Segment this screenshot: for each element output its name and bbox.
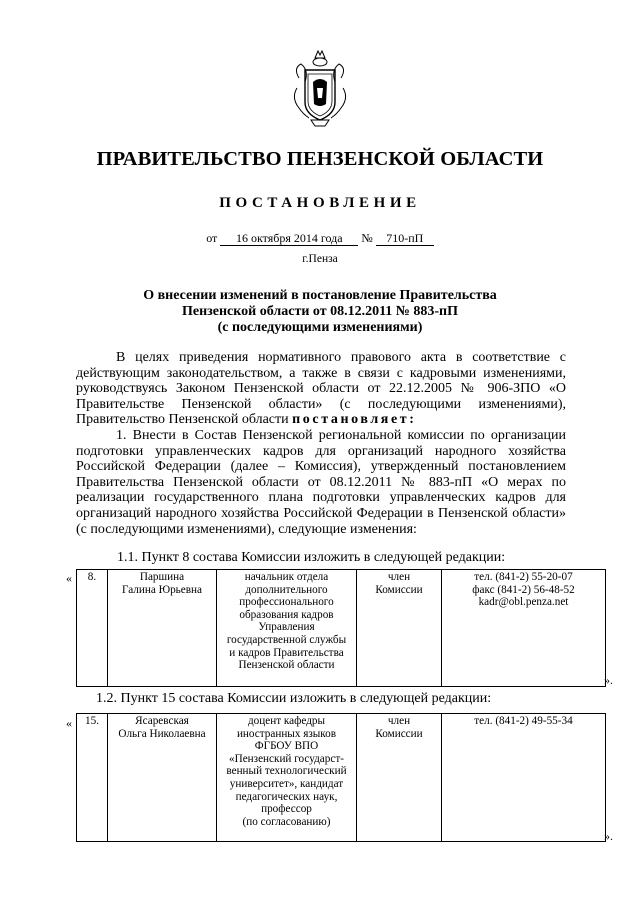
member-contacts: тел. (841-2) 49-55-34 bbox=[442, 714, 606, 842]
subclause-1-1: 1.1. Пункт 8 состава Комиссии изложить в следующей редакции: bbox=[117, 550, 506, 565]
row-number: 15. bbox=[77, 714, 108, 842]
table-row bbox=[77, 714, 606, 842]
number-sign: № bbox=[361, 231, 373, 245]
table-row bbox=[77, 570, 606, 687]
date-number-line bbox=[0, 231, 640, 246]
close-quote: ». bbox=[604, 673, 613, 687]
subclause-1-2: 1.2. Пункт 15 состава Комиссии изложить в следующей редакции: bbox=[96, 691, 492, 706]
member-position: начальник отдела дополнительного профессионального образования кадров Управления государственной службы и кадров Правительства Пензенской области bbox=[217, 570, 357, 687]
members-table-1 bbox=[76, 569, 606, 687]
member-position: доцент кафедры иностранных языков ФГБОУ ВПО «Пензенский государст- венный технологический университет», кандидат педагогических наук, профессор (по согласованию) bbox=[217, 714, 357, 842]
document-date: 16 октября 2014 года bbox=[220, 232, 358, 246]
member-name: Ясаревская Ольга Николаевна bbox=[108, 714, 217, 842]
resolve-word: постановляет: bbox=[292, 412, 417, 428]
member-role: член Комиссии bbox=[357, 714, 442, 842]
members-table-2 bbox=[76, 713, 606, 842]
city: г.Пенза bbox=[302, 253, 338, 265]
document-type: ПОСТАНОВЛЕНИЕ bbox=[219, 195, 421, 211]
preamble-text: В целях приведения нормативного правового акта в соответствие с действующим законодательством, а также в связи с кадровыми изменениями, руководствуясь Законом Пензенской области от 22.12.2005 № 906-ЗПО «О Правительстве Пензенской области» (с последующими изменениями), Правительство Пензенской области bbox=[76, 350, 566, 428]
member-contacts: тел. (841-2) 55-20-07 факс (841-2) 56-48-52 kadr@obl.penza.net bbox=[442, 570, 606, 687]
document-number: 710-пП bbox=[376, 232, 434, 246]
title-line: (с последующими изменениями) bbox=[217, 319, 423, 335]
open-quote: « bbox=[66, 571, 72, 585]
member-role: член Комиссии bbox=[357, 570, 442, 687]
open-quote: « bbox=[66, 716, 72, 730]
preamble-paragraph bbox=[76, 350, 566, 428]
document-title bbox=[100, 288, 540, 335]
close-quote: ». bbox=[604, 829, 613, 843]
document-body bbox=[76, 350, 566, 537]
member-name: Паршина Галина Юрьевна bbox=[108, 570, 217, 687]
change-paragraph: 1. Внести в Состав Пензенской региональной комиссии по организации подготовки управленческих кадров для организаций народного хозяйства Российской Федерации (далее – Комиссия), утвержденный постановлением Правительства Пензенской области от 08.12.2011 № 883-пП «О мерах по реализации государственного плана подготовки управленческих кадров для организаций народного хозяйства Российской Федерации в Пензенской области» (с последующими изменениями), следующие изменения: bbox=[76, 427, 566, 537]
row-number: 8. bbox=[77, 570, 108, 687]
title-line: Пензенской области от 08.12.2011 № 883-пП bbox=[181, 303, 458, 319]
date-prefix: от bbox=[206, 231, 218, 245]
title-line: О внесении изменений в постановление Правительства bbox=[143, 288, 497, 303]
government-name: ПРАВИТЕЛЬСТВО ПЕНЗЕНСКОЙ ОБЛАСТИ bbox=[96, 148, 544, 170]
coat-of-arms-emblem bbox=[291, 48, 349, 128]
